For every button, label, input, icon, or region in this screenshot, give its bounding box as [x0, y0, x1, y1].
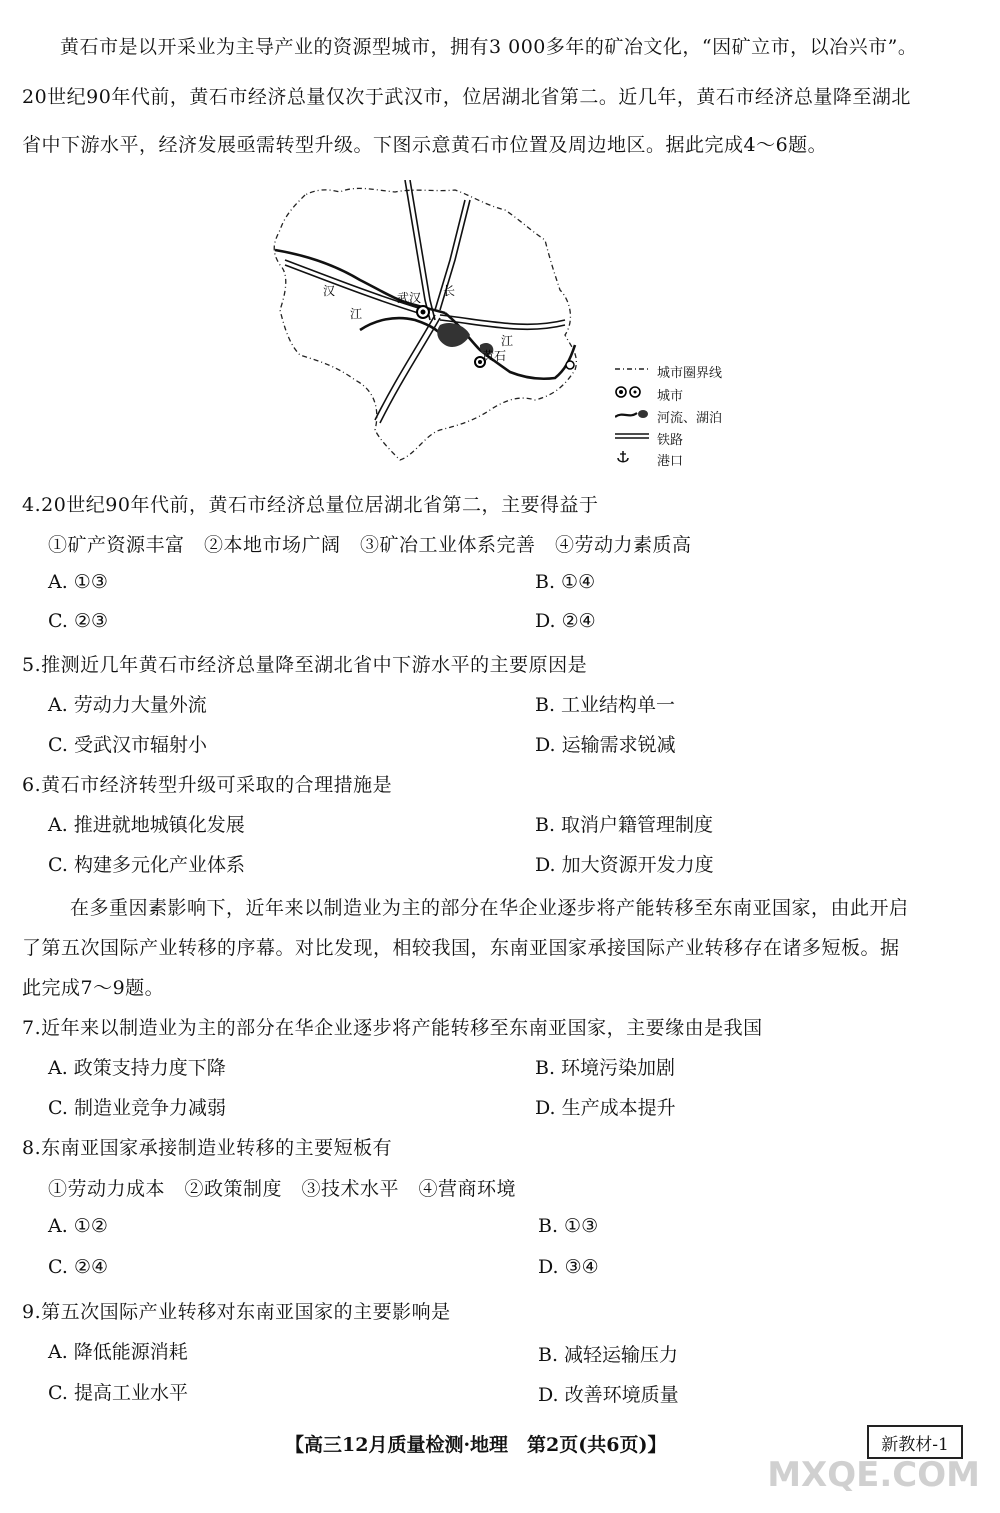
legend-river-lake-label: 河流、湖泊 [657, 411, 723, 426]
question-4-option-c[interactable]: C. ②③ [48, 610, 109, 632]
label-wuhan: 武汉 [397, 291, 422, 305]
legend-boundary-label: 城市圈界线 [657, 366, 723, 381]
question-8-option-c[interactable]: C. ②④ [48, 1256, 109, 1278]
question-7-option-a[interactable]: A. 政策支持力度下降 [48, 1057, 226, 1079]
question-4-stem: 4.20世纪90年代前，黄石市经济总量位居湖北省第二，主要得益于 [22, 494, 599, 516]
question-9-option-c[interactable]: C. 提高工业水平 [48, 1382, 188, 1404]
question-7-option-d[interactable]: D. 生产成本提升 [535, 1097, 676, 1119]
legend-railway-label: 铁路 [657, 433, 684, 448]
label-changjiang-1: 长 [443, 284, 456, 298]
intro2-line-1: 在多重因素影响下，近年来以制造业为主的部分在华企业逐步将产能转移至东南亚国家，由此开启 [70, 897, 909, 919]
question-4-items: ①矿产资源丰富 ②本地市场广阔 ③矿冶工业体系完善 ④劳动力素质高 [48, 534, 692, 556]
question-8-option-b[interactable]: B. ①③ [538, 1215, 599, 1237]
question-9-option-b[interactable]: B. 减轻运输压力 [538, 1344, 679, 1366]
intro1-line-1: 黄石市是以开采业为主导产业的资源型城市，拥有3 000多年的矿冶文化，“因矿立市，以冶兴市”。 [60, 36, 918, 58]
question-5-option-c[interactable]: C. 受武汉市辐射小 [48, 734, 207, 756]
question-7-option-b[interactable]: B. 环境污染加剧 [535, 1057, 676, 1079]
question-4-option-a[interactable]: A. ①③ [48, 571, 108, 593]
edition-tag: 新教材-1 [867, 1425, 963, 1459]
question-9-stem: 9.第五次国际产业转移对东南亚国家的主要影响是 [22, 1301, 451, 1323]
question-5-stem: 5.推测近几年黄石市经济总量降至湖北省中下游水平的主要原因是 [22, 654, 588, 676]
question-6-stem: 6.黄石市经济转型升级可采取的合理措施是 [22, 774, 393, 796]
anchor-icon [615, 450, 649, 464]
intro2-line-2: 了第五次国际产业转移的序幕。对比发现，相较我国，东南亚国家承接国际产业转移存在诸多短板。据 [22, 937, 900, 959]
question-4-option-b[interactable]: B. ①④ [535, 571, 596, 593]
page-footer: 【高三12月质量检测·地理 第2页(共6页)】 [285, 1434, 667, 1456]
question-8-items: ①劳动力成本 ②政策制度 ③技术水平 ④营商环境 [48, 1178, 517, 1200]
railways [285, 180, 565, 423]
intro2-line-3: 此完成7～9题。 [22, 977, 165, 999]
legend-city-label: 城市 [657, 389, 684, 404]
question-9-option-d[interactable]: D. 改善环境质量 [538, 1384, 679, 1406]
legend-port-label: 港口 [657, 454, 684, 469]
railway-icon [615, 429, 649, 443]
question-7-option-c[interactable]: C. 制造业竞争力减弱 [48, 1097, 226, 1119]
watermark: MXQE.COM [767, 1455, 980, 1495]
intro1-line-3: 省中下游水平，经济发展亟需转型升级。下图示意黄石市位置及周边地区。据此完成4～6题。 [22, 134, 828, 156]
boundary-line-icon [615, 362, 649, 376]
label-changjiang-2: 江 [501, 334, 514, 348]
question-7-stem: 7.近年来以制造业为主的部分在华企业逐步将产能转移至东南亚国家，主要缘由是我国 [22, 1017, 763, 1039]
label-hanjiang-1: 汉 [323, 284, 336, 298]
question-6-option-a[interactable]: A. 推进就地城镇化发展 [48, 814, 245, 836]
question-8-stem: 8.东南亚国家承接制造业转移的主要短板有 [22, 1137, 393, 1159]
map-labels [323, 284, 513, 363]
river-lake-icon [615, 407, 649, 421]
city-icon [615, 385, 649, 399]
question-5-option-d[interactable]: D. 运输需求锐减 [535, 734, 676, 756]
question-6-option-c[interactable]: C. 构建多元化产业体系 [48, 854, 245, 876]
huangshi-location-map [265, 180, 595, 465]
question-8-option-d[interactable]: D. ③④ [538, 1256, 599, 1278]
label-hanjiang-2: 江 [350, 307, 363, 321]
question-5-option-a[interactable]: A. 劳动力大量外流 [48, 694, 207, 716]
question-6-option-d[interactable]: D. 加大资源开发力度 [535, 854, 714, 876]
question-4-option-d[interactable]: D. ②④ [535, 610, 596, 632]
question-6-option-b[interactable]: B. 取消户籍管理制度 [535, 814, 714, 836]
question-5-option-b[interactable]: B. 工业结构单一 [535, 694, 676, 716]
label-huangshi: 黄石 [482, 349, 507, 363]
question-9-option-a[interactable]: A. 降低能源消耗 [48, 1341, 188, 1363]
question-8-option-a[interactable]: A. ①② [48, 1215, 108, 1237]
intro1-line-2: 20世纪90年代前，黄石市经济总量仅次于武汉市，位居湖北省第二。近几年，黄石市经济总量降至湖北 [22, 86, 911, 108]
